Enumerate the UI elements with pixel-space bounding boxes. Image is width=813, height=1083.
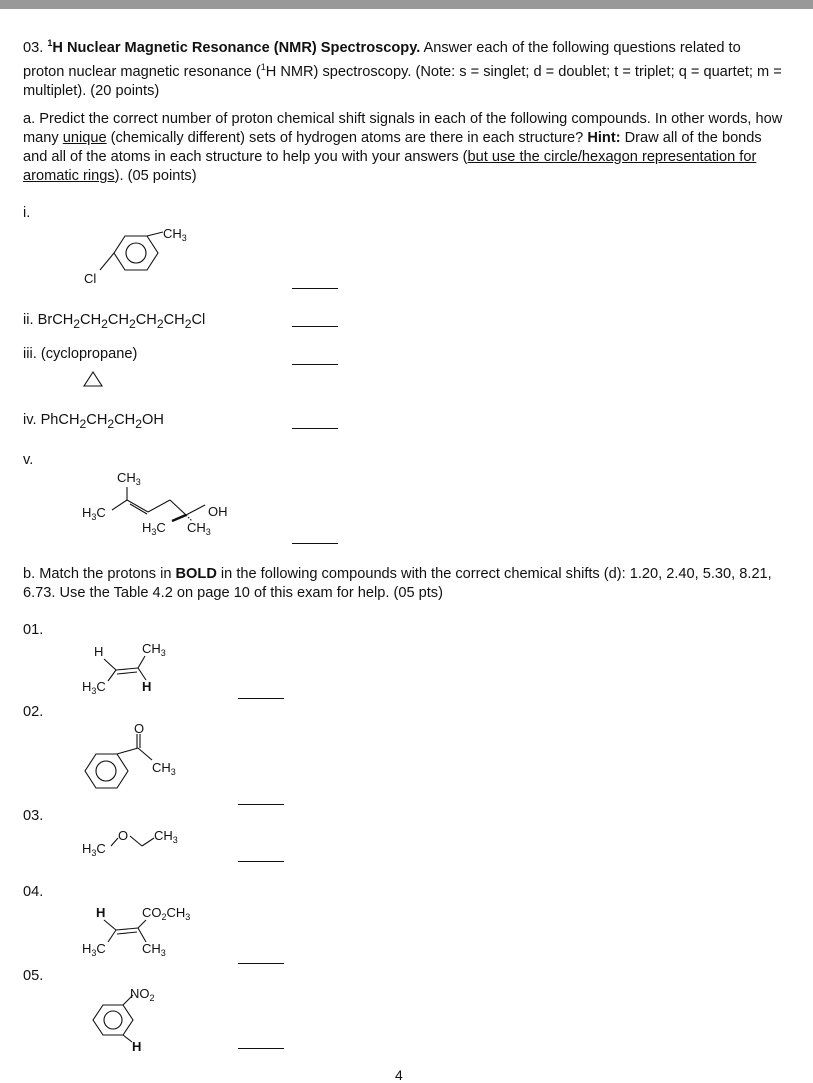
formula-iv: $PhCH_2CH_2CH_2OH$	[40, 412, 164, 431]
item-iv-formula: iv. $PhCH_2CH_2CH_2OH$	[23, 412, 164, 431]
svg-text:CH3: $CH_3$	[117, 470, 141, 487]
structure-01-butene	[82, 641, 166, 696]
part-b-instructions: b. Match the protons in BOLD in the following compounds with the correct chemical shifts (d): 1.20, 2.40, 5.30, 8.21, 6.73. Use the Table 4.2 on page 10 of this exam for help. (05 pts)	[23, 566, 772, 601]
svg-text:H: H	[142, 679, 152, 694]
question-title: H Nuclear Magnetic Resonance (NMR) Spectroscopy.	[52, 39, 421, 56]
svg-text:H3C: $H_3C$	[82, 841, 106, 858]
structure-02-acetophenone	[85, 721, 176, 788]
structure-iii-cyclopropane	[84, 372, 102, 386]
item-02-label: 02.	[23, 704, 44, 720]
question-intro: 03. $^1$H Nuclear Magnetic Resonance (NMR) Spectroscopy. Answer each of the following questions related to proton nuclear magnetic resonance ($^1$H NMR) spectroscopy. (Note: s = singlet; d = doublet; t = triplet; q = quartet; m = multiplet). (20 points)	[23, 38, 782, 99]
svg-text:CH3: $CH_3$	[142, 941, 166, 958]
benzene-ring	[93, 1005, 133, 1035]
svg-text:CH3: $CH_3$	[163, 226, 187, 243]
svg-text:H: H	[96, 905, 106, 920]
structure-03-ether	[82, 828, 178, 858]
svg-text:CH3: $CH_3$	[154, 828, 178, 845]
item-01-label: 01.	[23, 622, 44, 638]
benzene-ring	[114, 236, 158, 270]
svg-text:O: O	[118, 828, 129, 843]
structure-05-nitrobenzene	[93, 986, 155, 1054]
svg-text:CH3: $CH_3$	[187, 520, 211, 537]
svg-text:Cl: Cl	[84, 271, 97, 286]
structure-04-ester	[82, 905, 190, 958]
question-number: 03.	[23, 39, 44, 56]
svg-text:H3C: $H_3C$	[142, 520, 166, 537]
formula-ii: $BrCH_2CH_2CH_2CH_2CH_2Cl$	[37, 312, 206, 331]
part-a-instructions: a. Predict the correct number of proton chemical shift signals in each of the following compounds. In other words, how many unique (chemically different) sets of hydrogen atoms are there in each structure? Hint: Draw all of the bonds and all of the atoms in each structure to help you with your answers (but use the circle/hexagon representation for aromatic rings). (05 points)	[23, 111, 783, 184]
structure-i-chlorotoluene	[84, 226, 187, 286]
svg-text:H3C: $H_3C$	[82, 505, 106, 522]
svg-text:NO2: $NO_2$	[130, 986, 155, 1003]
svg-text:CO2CH3: $CO_2CH_3$	[142, 905, 191, 922]
item-v-label: v.	[23, 452, 34, 468]
item-03-label: 03.	[23, 808, 44, 824]
svg-text:H: H	[94, 644, 104, 659]
item-iii-label: iii. (cyclopropane)	[23, 346, 138, 362]
structure-v	[82, 470, 228, 537]
item-i-label: i.	[23, 205, 31, 221]
svg-text:CH3: $CH_3$	[152, 760, 176, 777]
aromatic-circle	[126, 243, 146, 263]
svg-text:O: O	[134, 721, 145, 736]
page-number: 4	[395, 1067, 403, 1083]
svg-text:H3C: $H_3C$	[82, 679, 106, 696]
item-05-label: 05.	[23, 968, 44, 984]
svg-text:H: H	[132, 1039, 142, 1054]
item-04-label: 04.	[23, 884, 44, 900]
item-ii-formula: ii. $BrCH_2CH_2CH_2CH_2CH_2Cl$	[23, 312, 206, 331]
svg-text:OH: OH	[208, 504, 228, 519]
svg-text:H3C: $H_3C$	[82, 941, 106, 958]
benzene-ring	[85, 754, 128, 788]
svg-text:CH3: $CH_3$	[142, 641, 166, 658]
